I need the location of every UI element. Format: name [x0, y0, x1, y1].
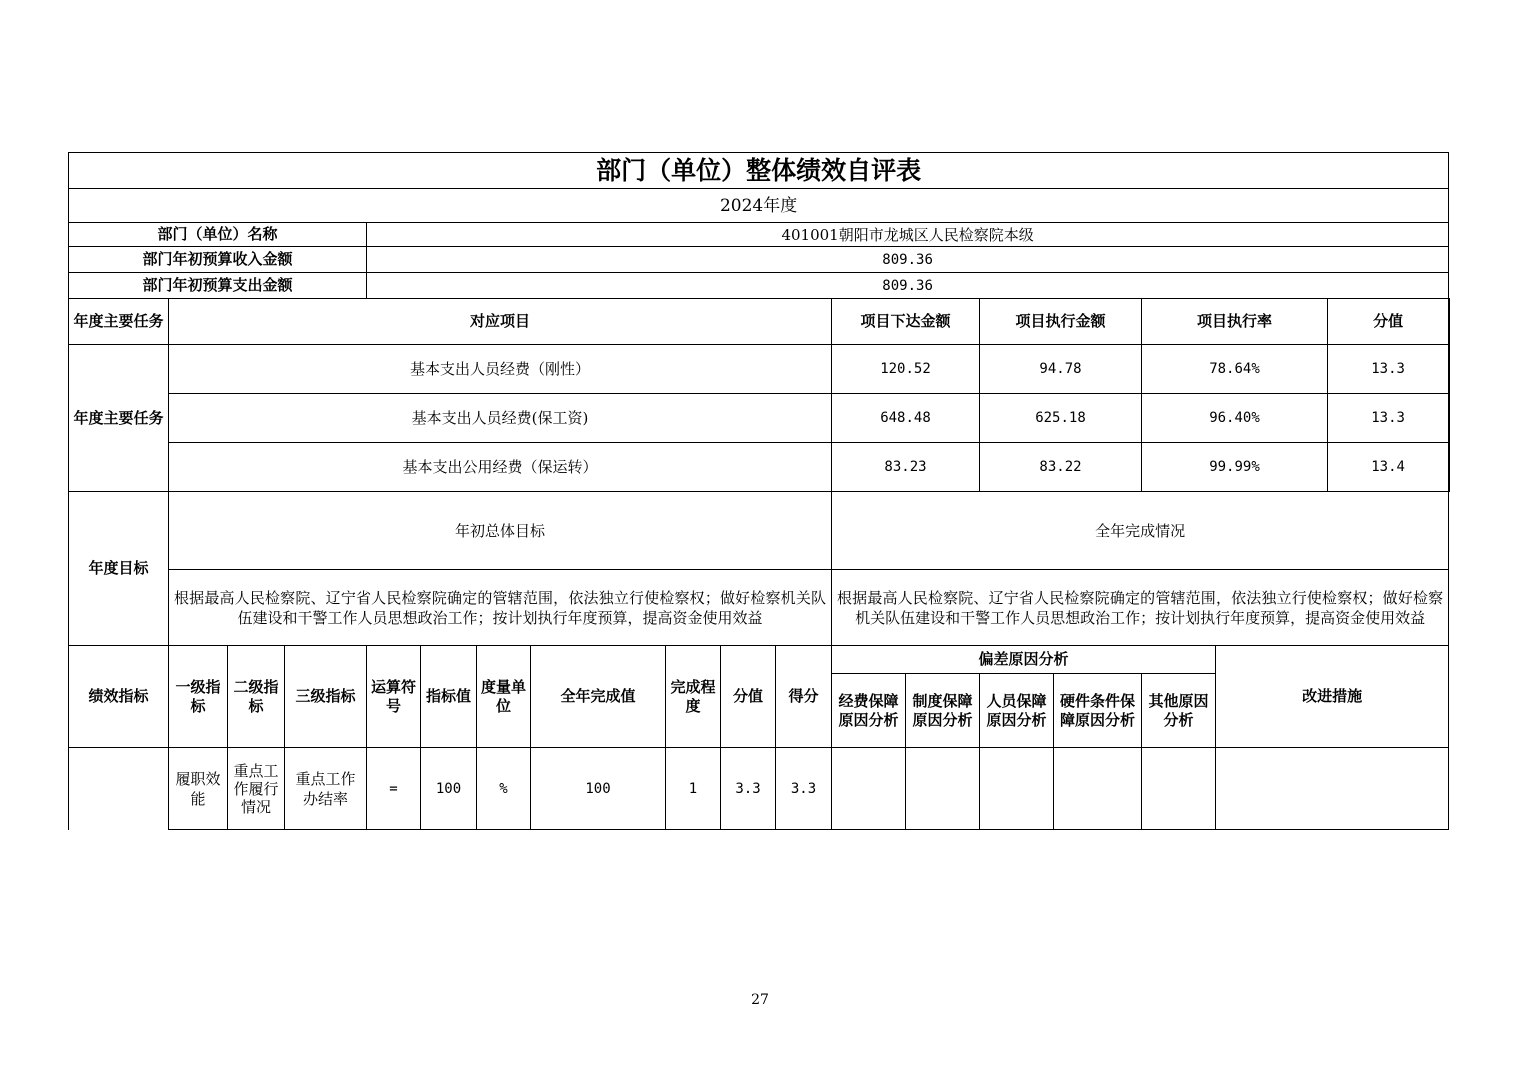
perf-dev-staff [980, 748, 1054, 830]
year-label: 2024年度 [69, 189, 1449, 223]
task-score [1449, 443, 1450, 492]
perf-annual: 100 [531, 748, 666, 830]
title-row [69, 153, 1450, 189]
perf-score-value-header: 分值 [721, 646, 776, 748]
perf-row [69, 748, 1450, 830]
indicator-header: 指标值 [421, 646, 477, 748]
perf-level1: 履职效能 [169, 748, 228, 830]
task-rate: 96.40% [1142, 394, 1328, 443]
evaluation-table [68, 152, 1450, 830]
dev-system-header: 制度保障原因分析 [906, 674, 980, 748]
perf-improve [1216, 748, 1449, 830]
perf-operator: = [367, 748, 421, 830]
task-row [69, 345, 1450, 394]
initial-goal-header: 年初总体目标 [169, 492, 832, 570]
expense-row [69, 273, 1450, 299]
dev-other-header: 其他原因分析 [1142, 674, 1216, 748]
annual-header: 全年完成值 [531, 646, 666, 748]
task-executed: 94.78 [980, 345, 1142, 394]
perf-indicator: 100 [421, 748, 477, 830]
expense-label: 部门年初预算支出金额 [69, 273, 367, 299]
issued-header: 项目下达金额 [832, 299, 980, 345]
task-score-value: 13.4 [1328, 443, 1449, 492]
deviation-header: 偏差原因分析 [832, 646, 1216, 674]
task-row [69, 443, 1450, 492]
dept-name-label: 部门（单位）名称 [69, 223, 367, 247]
initial-goal-text: 根据最高人民检察院、辽宁省人民检察院确定的管辖范围，依法独立行使检察权；做好检察机关队伍建设和干警工作人员思想政治工作；按计划执行年度预算，提高资金使用效益 [169, 570, 832, 646]
level1-header: 一级指标 [169, 646, 228, 748]
task-rate: 99.99% [1142, 443, 1328, 492]
score-header [1449, 299, 1450, 345]
tasks-header-row [69, 299, 1450, 345]
improve-header: 改进措施 [1216, 646, 1449, 748]
perf-degree: 1 [666, 748, 721, 830]
degree-header: 完成程度 [666, 646, 721, 748]
task-issued: 83.23 [832, 443, 980, 492]
perf-dev-system [906, 748, 980, 830]
task-issued: 648.48 [832, 394, 980, 443]
dev-funding-header: 经费保障原因分析 [832, 674, 906, 748]
perf-level3: 重点工作办结率 [285, 748, 367, 830]
perf-unit: % [477, 748, 531, 830]
dev-hardware-header: 硬件条件保障原因分析 [1054, 674, 1142, 748]
unit-header: 度量单位 [477, 646, 531, 748]
completion-header: 全年完成情况 [832, 492, 1449, 570]
level3-header: 三级指标 [285, 646, 367, 748]
goals-header-row [69, 492, 1450, 570]
task-score [1449, 345, 1450, 394]
completion-text: 根据最高人民检察院、辽宁省人民检察院确定的管辖范围，依法独立行使检察权；做好检察机关队伍建设和干警工作人员思想政治工作；按计划执行年度预算，提高资金使用效益 [832, 570, 1449, 646]
goals-label: 年度目标 [69, 492, 169, 646]
year-row [69, 189, 1450, 223]
task-project: 基本支出人员经费（刚性） [169, 345, 832, 394]
task-issued: 120.52 [832, 345, 980, 394]
perf-side-cell [69, 748, 169, 830]
task-rate: 78.64% [1142, 345, 1328, 394]
task-score-value: 13.3 [1328, 345, 1449, 394]
page-number: 27 [751, 992, 769, 1008]
operator-header: 运算符号 [367, 646, 421, 748]
executed-header: 项目执行金额 [980, 299, 1142, 345]
perf-dev-hardware [1054, 748, 1142, 830]
goals-text-row [69, 570, 1450, 646]
tasks-side-label: 年度主要任务 [69, 345, 169, 492]
perf-score-value: 3.3 [721, 748, 776, 830]
task-executed: 625.18 [980, 394, 1142, 443]
dept-name-value: 401001朝阳市龙城区人民检察院本级 [367, 223, 1449, 247]
rate-header: 项目执行率 [1142, 299, 1328, 345]
task-row [69, 394, 1450, 443]
self-evaluation-sheet [68, 152, 1450, 830]
task-score [1449, 394, 1450, 443]
tasks-header-label: 年度主要任务 [69, 299, 169, 345]
task-project: 基本支出公用经费（保运转） [169, 443, 832, 492]
task-executed: 83.22 [980, 443, 1142, 492]
page-title: 部门（单位）整体绩效自评表 [69, 153, 1449, 189]
task-project: 基本支出人员经费(保工资) [169, 394, 832, 443]
perf-level2: 重点工作履行情况 [228, 748, 285, 830]
income-label: 部门年初预算收入金额 [69, 247, 367, 273]
perf-dev-funding [832, 748, 906, 830]
expense-value: 809.36 [367, 273, 1449, 299]
perf-score-header: 得分 [776, 646, 832, 748]
perf-header-row-1 [69, 646, 1450, 674]
income-value: 809.36 [367, 247, 1449, 273]
dev-staff-header: 人员保障原因分析 [980, 674, 1054, 748]
perf-dev-other [1142, 748, 1216, 830]
dept-name-row [69, 223, 1450, 247]
task-score-value: 13.3 [1328, 394, 1449, 443]
score-value-header: 分值 [1328, 299, 1449, 345]
level2-header: 二级指标 [228, 646, 285, 748]
perf-score: 3.3 [776, 748, 832, 830]
income-row [69, 247, 1450, 273]
perf-label: 绩效指标 [69, 646, 169, 748]
project-header: 对应项目 [169, 299, 832, 345]
